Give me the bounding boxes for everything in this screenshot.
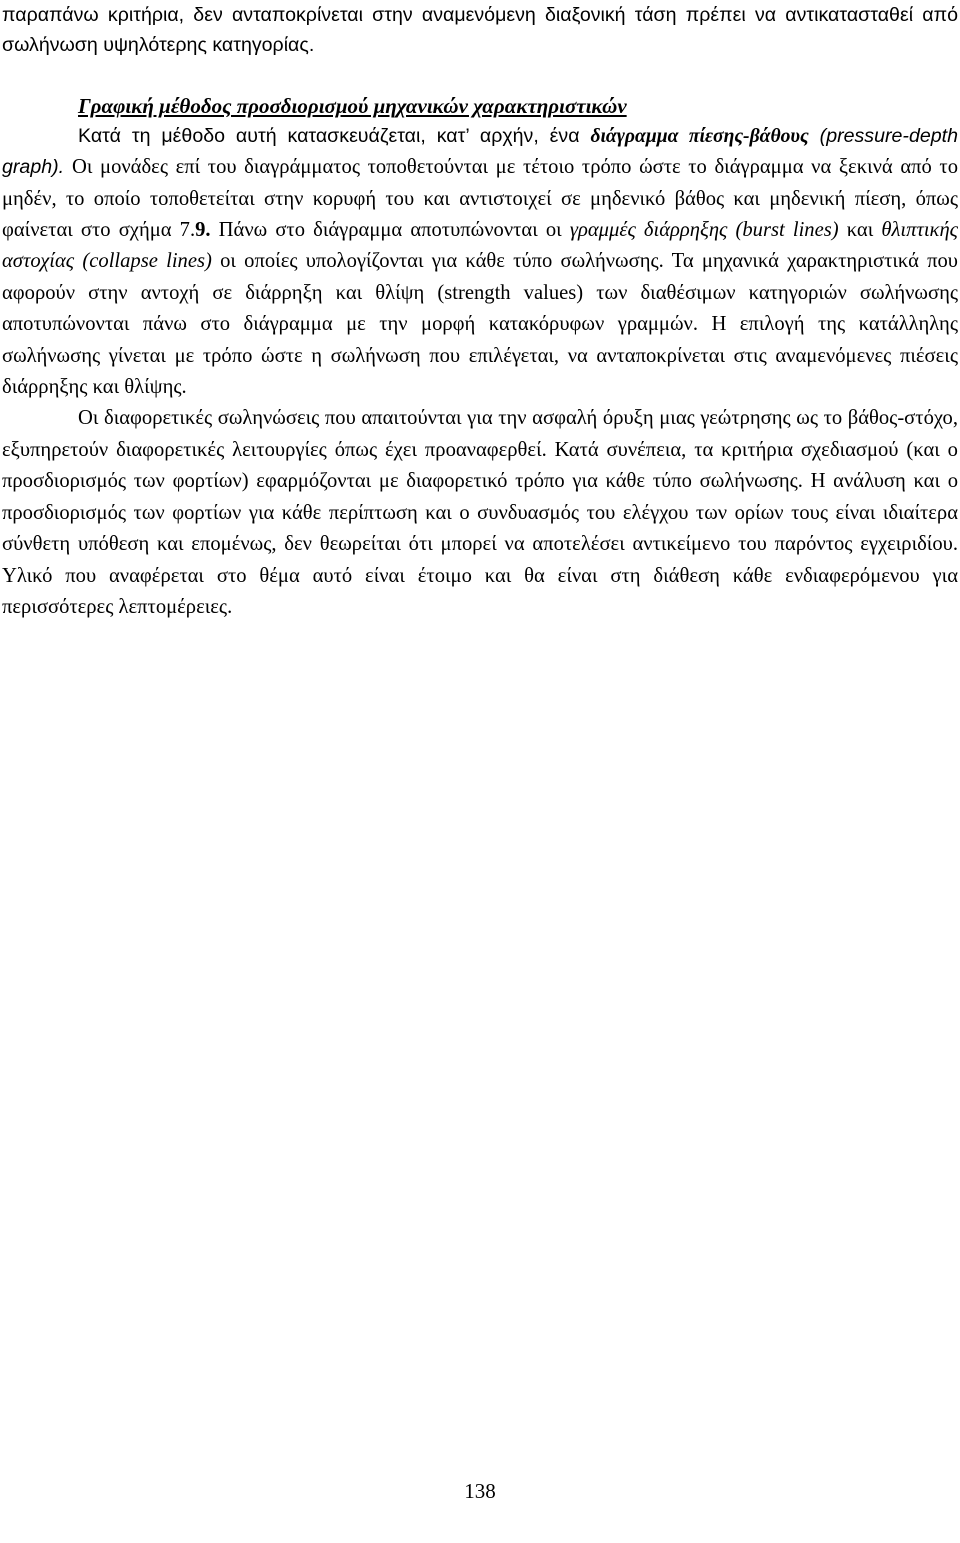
page-number: 138 <box>464 1479 496 1503</box>
text-span: και <box>838 219 882 242</box>
text-span: Κατά τη μέθοδο αυτή κατασκευάζεται, κατ’ αρχήν, ένα <box>78 124 591 147</box>
term-burst-lines: γραμμές διάρρηξης (burst lines) <box>569 219 839 242</box>
section-heading: Γραφική μέθοδος προσδιορισμού μηχανικών χαρακτηριστικών <box>78 93 627 118</box>
term-pressure-depth-graph: διάγραμμα πίεσης-βάθους <box>590 125 809 147</box>
paragraph-method <box>2 121 958 404</box>
text-span: Η επιλογή της κατάλληλης σωλήνωσης γίνεται με τρόπο ώστε η σωλήνωση που επιλέγεται, να ανταποκρίνεται στις αναμενόμενες πιέσεις διάρρηξης και θλίψης. <box>2 313 958 399</box>
paragraph-casings <box>2 403 958 623</box>
document-page <box>2 0 958 623</box>
text-span: Η ανάλυση και ο προσδιορισμός των φορτίων για κάθε περίπτωση και ο συνδυασμός του ελέγχου των ορίων τους είναι ιδιαίτερα σύνθετη υπόθεση και επομένως, δεν θεωρείται ότι μπορεί να αποτελέσει αντικείμενο του παρόντος εγχειριδίου. <box>2 470 958 556</box>
text-span: οι οποίες υπολογίζονται για κάθε τύπο σωλήνωσης. <box>211 250 672 273</box>
figure-reference: 9. <box>195 219 211 242</box>
text-span: Πάνω στο διάγραμμα αποτυπώνονται οι <box>210 219 570 242</box>
continued-paragraph: παραπάνω κριτήρια, δεν ανταποκρίνεται στην αναμενόμενη διαξονική τάση πρέπει να αντικατασταθεί από σωλήνωση υψηλότερης κατηγορίας. <box>2 4 958 57</box>
term-collapse-lines: θλιπτικής αστοχίας (collapse lines) <box>2 219 959 273</box>
text-span: Υλικό που αναφέρεται στο θέμα αυτό είναι έτοιμο και θα είναι στη διάθεση κάθε ενδιαφερόμενου για περισσότερες λεπτομέρειες. <box>2 564 958 618</box>
text-span: Κατά συνέπεια, τα κριτήρια σχεδιασμού (και ο προσδιορισμός των φορτίων) εφαρμόζονται με διαφορετικό τρόπο για κάθε τύπο σωλήνωσης. <box>2 438 958 493</box>
text-span: Οι διαφορετικές σωληνώσεις που απαιτούνται για την ασφαλή όρυξη μιας γεώτρησης ως το βάθος-στόχο, εξυπηρετούν διαφορετικές λειτουργίες όπως έχει προαναφερθεί. <box>2 407 958 461</box>
text-span: Οι μονάδες επί του διαγράμματος τοποθετούνται με τέτοιο τρόπο ώστε το διάγραμμα να ξεκινά από το μηδέν, το οποίο τοποθετείται στην κορυφή του και αντιστοιχεί σε μηδενικό βάθος και μηδενική πίεση, όπως φαίνεται στο σχήμα 7. <box>2 156 959 242</box>
term-english: (pressure-depth graph). <box>2 124 958 179</box>
text-span: Τα μηχανικά χαρακτηριστικά που αφορούν στην αντοχή σε διάρρηξη και θλίψη (strength values) των διαθέσιμων κατηγοριών σωλήνωσης αποτυπώνονται πάνω στο διάγραμμα με την μορφή κατακόρυφων γραμμών. <box>2 250 958 336</box>
